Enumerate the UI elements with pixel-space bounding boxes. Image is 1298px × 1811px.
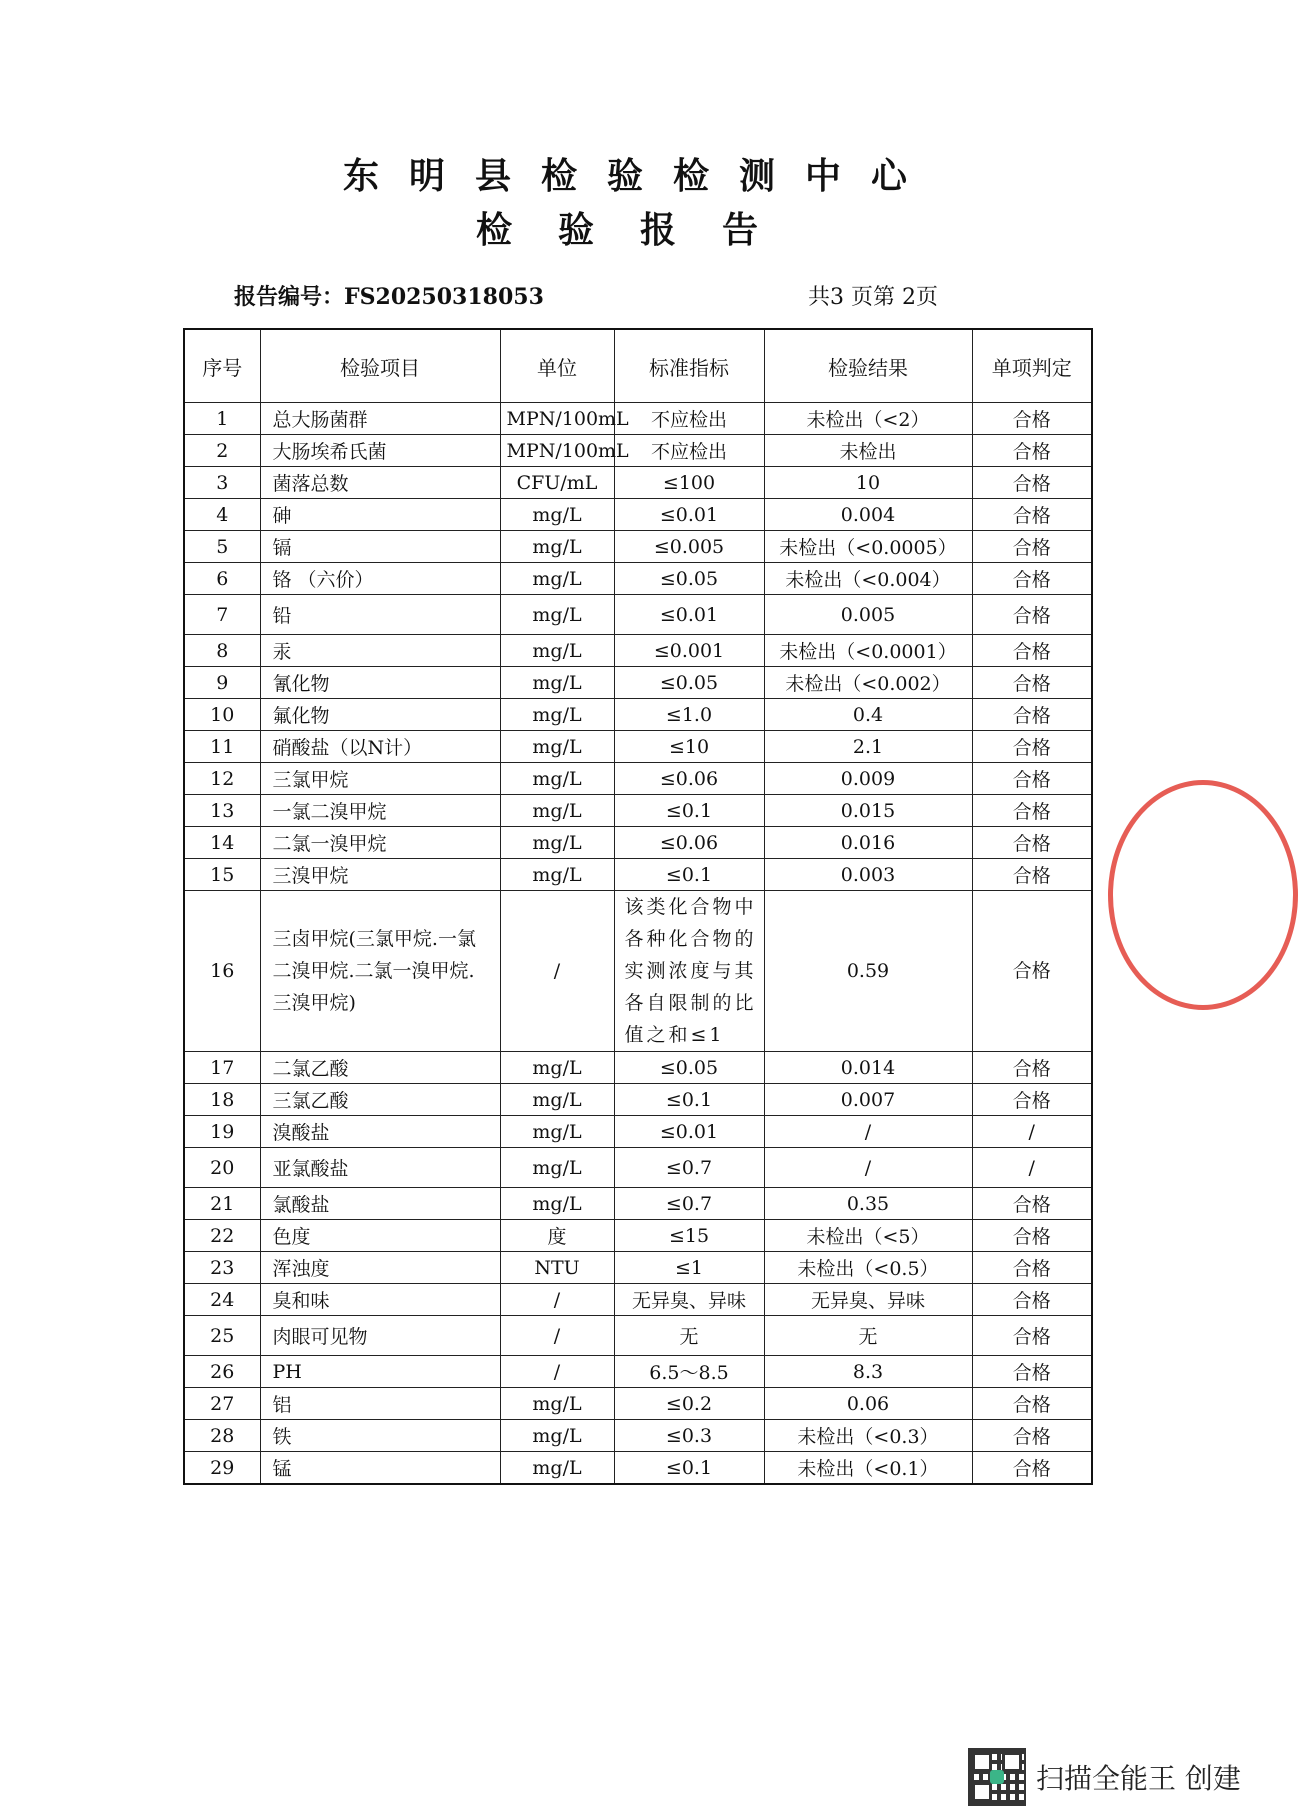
row-standard: ≤0.1	[614, 795, 764, 827]
row-result: 0.35	[764, 1188, 972, 1220]
row-result: 2.1	[764, 731, 972, 763]
row-result: 未检出	[764, 435, 972, 467]
row-standard: 无	[614, 1316, 764, 1356]
row-judgement: 合格	[972, 827, 1092, 859]
row-standard: ≤0.05	[614, 667, 764, 699]
row-index: 1	[184, 403, 260, 435]
row-index: 17	[184, 1052, 260, 1084]
row-unit: mg/L	[500, 1388, 614, 1420]
table-row	[184, 1388, 1092, 1420]
row-result: 未检出（<2）	[764, 403, 972, 435]
row-judgement: 合格	[972, 1316, 1092, 1356]
row-unit: /	[500, 1356, 614, 1388]
row-judgement: 合格	[972, 1052, 1092, 1084]
row-index: 4	[184, 499, 260, 531]
row-unit: mg/L	[500, 1052, 614, 1084]
row-judgement: 合格	[972, 891, 1092, 1052]
row-index: 28	[184, 1420, 260, 1452]
row-index: 21	[184, 1188, 260, 1220]
row-item: 总大肠菌群	[260, 403, 500, 435]
row-item: 锰	[260, 1452, 500, 1485]
row-judgement: /	[972, 1116, 1092, 1148]
row-standard: ≤0.01	[614, 499, 764, 531]
row-judgement: 合格	[972, 435, 1092, 467]
row-standard: 不应检出	[614, 403, 764, 435]
row-item: 铬 （六价）	[260, 563, 500, 595]
row-result: 0.007	[764, 1084, 972, 1116]
row-unit: mg/L	[500, 499, 614, 531]
row-unit: mg/L	[500, 699, 614, 731]
row-item: 浑浊度	[260, 1252, 500, 1284]
row-index: 27	[184, 1388, 260, 1420]
row-judgement: 合格	[972, 1356, 1092, 1388]
row-item: 臭和味	[260, 1284, 500, 1316]
table-row	[184, 1284, 1092, 1316]
row-judgement: 合格	[972, 667, 1092, 699]
row-result: /	[764, 1148, 972, 1188]
row-index: 19	[184, 1116, 260, 1148]
row-judgement: 合格	[972, 595, 1092, 635]
row-result: 未检出（<0.1）	[764, 1452, 972, 1485]
row-judgement: 合格	[972, 403, 1092, 435]
row-index: 16	[184, 891, 260, 1052]
row-item: 镉	[260, 531, 500, 563]
row-standard: ≤0.05	[614, 1052, 764, 1084]
row-standard: ≤0.3	[614, 1420, 764, 1452]
row-result: 无	[764, 1316, 972, 1356]
row-standard: ≤0.1	[614, 1084, 764, 1116]
table-row	[184, 635, 1092, 667]
row-standard: ≤0.1	[614, 859, 764, 891]
row-index: 11	[184, 731, 260, 763]
qr-code-icon	[968, 1748, 1026, 1806]
row-item: 铁	[260, 1420, 500, 1452]
row-standard: ≤0.06	[614, 763, 764, 795]
row-unit: MPN/100mL	[500, 435, 614, 467]
row-unit: mg/L	[500, 531, 614, 563]
row-unit: mg/L	[500, 1452, 614, 1485]
table-row	[184, 667, 1092, 699]
row-item: 氯酸盐	[260, 1188, 500, 1220]
table-row	[184, 859, 1092, 891]
row-unit: mg/L	[500, 595, 614, 635]
table-row	[184, 1316, 1092, 1356]
row-result: 10	[764, 467, 972, 499]
row-standard: ≤10	[614, 731, 764, 763]
row-item: 一氯二溴甲烷	[260, 795, 500, 827]
row-judgement: 合格	[972, 859, 1092, 891]
row-index: 22	[184, 1220, 260, 1252]
row-unit: mg/L	[500, 859, 614, 891]
row-standard: 无异臭、异味	[614, 1284, 764, 1316]
row-judgement: 合格	[972, 1420, 1092, 1452]
row-standard: ≤0.001	[614, 635, 764, 667]
table-row	[184, 699, 1092, 731]
table-row	[184, 1188, 1092, 1220]
row-unit: NTU	[500, 1252, 614, 1284]
inspection-table	[183, 328, 1093, 1485]
row-item: 溴酸盐	[260, 1116, 500, 1148]
row-item: 铅	[260, 595, 500, 635]
row-index: 24	[184, 1284, 260, 1316]
row-item: 二氯一溴甲烷	[260, 827, 500, 859]
row-unit: mg/L	[500, 1188, 614, 1220]
row-item: 三氯乙酸	[260, 1084, 500, 1116]
row-index: 15	[184, 859, 260, 891]
row-index: 14	[184, 827, 260, 859]
row-result: 未检出（<0.3）	[764, 1420, 972, 1452]
row-judgement: 合格	[972, 1084, 1092, 1116]
row-index: 2	[184, 435, 260, 467]
row-index: 12	[184, 763, 260, 795]
table-row	[184, 1220, 1092, 1252]
table-row	[184, 531, 1092, 563]
table-row	[184, 1084, 1092, 1116]
table-row	[184, 499, 1092, 531]
row-item: 硝酸盐（以N计）	[260, 731, 500, 763]
row-item: 二氯乙酸	[260, 1052, 500, 1084]
row-index: 6	[184, 563, 260, 595]
row-index: 18	[184, 1084, 260, 1116]
row-standard: 6.5～8.5	[614, 1356, 764, 1388]
row-index: 20	[184, 1148, 260, 1188]
row-index: 10	[184, 699, 260, 731]
row-unit: mg/L	[500, 795, 614, 827]
row-standard: ≤0.01	[614, 1116, 764, 1148]
row-index: 8	[184, 635, 260, 667]
row-judgement: 合格	[972, 1284, 1092, 1316]
row-unit: mg/L	[500, 1084, 614, 1116]
table-row	[184, 827, 1092, 859]
row-judgement: 合格	[972, 1220, 1092, 1252]
table-row	[184, 1252, 1092, 1284]
org-title: 东明县检验检测中心	[342, 155, 937, 197]
row-unit: mg/L	[500, 827, 614, 859]
row-item: 菌落总数	[260, 467, 500, 499]
row-index: 29	[184, 1452, 260, 1485]
watermark-text: 扫描全能王 创建	[1036, 1762, 1241, 1795]
row-standard: ≤0.7	[614, 1188, 764, 1220]
row-result: 未检出（<0.0005）	[764, 531, 972, 563]
row-index: 7	[184, 595, 260, 635]
row-result: 8.3	[764, 1356, 972, 1388]
col-header-unit: 单位	[500, 329, 614, 403]
row-unit: /	[500, 1316, 614, 1356]
col-header-result: 检验结果	[764, 329, 972, 403]
row-judgement: /	[972, 1148, 1092, 1188]
row-result: 0.59	[764, 891, 972, 1052]
row-item: 砷	[260, 499, 500, 531]
col-header-judgement: 单项判定	[972, 329, 1092, 403]
row-unit: mg/L	[500, 667, 614, 699]
row-item: PH	[260, 1356, 500, 1388]
row-result: 未检出（<0.0001）	[764, 635, 972, 667]
row-index: 5	[184, 531, 260, 563]
row-item: 肉眼可见物	[260, 1316, 500, 1356]
row-index: 13	[184, 795, 260, 827]
row-unit: 度	[500, 1220, 614, 1252]
row-index: 25	[184, 1316, 260, 1356]
row-item: 氟化物	[260, 699, 500, 731]
row-item: 大肠埃希氏菌	[260, 435, 500, 467]
table-body	[184, 403, 1092, 1485]
row-judgement: 合格	[972, 795, 1092, 827]
row-judgement: 合格	[972, 1388, 1092, 1420]
page-info: 共3 页第 2页	[808, 285, 938, 310]
table-header-row	[184, 329, 1092, 403]
table-row	[184, 595, 1092, 635]
row-result: 0.009	[764, 763, 972, 795]
row-result: 0.004	[764, 499, 972, 531]
row-unit: /	[500, 891, 614, 1052]
row-index: 9	[184, 667, 260, 699]
table-row	[184, 795, 1092, 827]
row-judgement: 合格	[972, 731, 1092, 763]
row-standard: ≤0.7	[614, 1148, 764, 1188]
table-row	[184, 1148, 1092, 1188]
row-result: 0.4	[764, 699, 972, 731]
row-item: 三卤甲烷(三氯甲烷.一氯二溴甲烷.二氯一溴甲烷.三溴甲烷)	[260, 891, 500, 1052]
row-item: 色度	[260, 1220, 500, 1252]
row-item: 铝	[260, 1388, 500, 1420]
row-judgement: 合格	[972, 1188, 1092, 1220]
row-judgement: 合格	[972, 635, 1092, 667]
table-row	[184, 467, 1092, 499]
row-standard: ≤1	[614, 1252, 764, 1284]
footer-watermark	[968, 1748, 1241, 1806]
table-row	[184, 731, 1092, 763]
col-header-item: 检验项目	[260, 329, 500, 403]
row-unit: mg/L	[500, 1148, 614, 1188]
row-unit: MPN/100mL	[500, 403, 614, 435]
row-result: 未检出（<0.5）	[764, 1252, 972, 1284]
row-result: 0.003	[764, 859, 972, 891]
row-judgement: 合格	[972, 499, 1092, 531]
table-row	[184, 435, 1092, 467]
row-judgement: 合格	[972, 1252, 1092, 1284]
row-unit: mg/L	[500, 763, 614, 795]
col-header-standard: 标准指标	[614, 329, 764, 403]
row-standard: ≤1.0	[614, 699, 764, 731]
table-row	[184, 763, 1092, 795]
table-row	[184, 1052, 1092, 1084]
row-unit: mg/L	[500, 731, 614, 763]
row-judgement: 合格	[972, 563, 1092, 595]
table-row	[184, 1356, 1092, 1388]
row-judgement: 合格	[972, 467, 1092, 499]
row-item: 亚氯酸盐	[260, 1148, 500, 1188]
row-unit: mg/L	[500, 1420, 614, 1452]
row-index: 3	[184, 467, 260, 499]
table-row	[184, 1116, 1092, 1148]
table-row	[184, 1452, 1092, 1485]
row-result: 未检出（<0.002）	[764, 667, 972, 699]
row-result: 未检出（<5）	[764, 1220, 972, 1252]
row-result: /	[764, 1116, 972, 1148]
row-result: 0.005	[764, 595, 972, 635]
row-result: 0.06	[764, 1388, 972, 1420]
row-unit: /	[500, 1284, 614, 1316]
row-index: 26	[184, 1356, 260, 1388]
row-unit: mg/L	[500, 563, 614, 595]
col-header-index: 序号	[184, 329, 260, 403]
row-item: 三溴甲烷	[260, 859, 500, 891]
row-standard: ≤15	[614, 1220, 764, 1252]
row-result: 未检出（<0.004）	[764, 563, 972, 595]
row-standard: 不应检出	[614, 435, 764, 467]
row-standard: 该类化合物中各种化合物的实测浓度与其各自限制的比值之和≤1	[614, 891, 764, 1052]
table-row	[184, 403, 1092, 435]
row-item: 三氯甲烷	[260, 763, 500, 795]
table-row	[184, 891, 1092, 1052]
row-judgement: 合格	[972, 531, 1092, 563]
row-result: 无异臭、异味	[764, 1284, 972, 1316]
row-standard: ≤0.2	[614, 1388, 764, 1420]
row-unit: CFU/mL	[500, 467, 614, 499]
table-row	[184, 563, 1092, 595]
row-judgement: 合格	[972, 763, 1092, 795]
report-number: 报告编号：FS20250318053	[234, 284, 544, 310]
row-result: 0.016	[764, 827, 972, 859]
row-standard: ≤0.05	[614, 563, 764, 595]
row-unit: mg/L	[500, 1116, 614, 1148]
row-unit: mg/L	[500, 635, 614, 667]
row-standard: ≤0.01	[614, 595, 764, 635]
row-item: 氰化物	[260, 667, 500, 699]
row-standard: ≤0.1	[614, 1452, 764, 1485]
row-result: 0.014	[764, 1052, 972, 1084]
report-title: 检验报告	[475, 209, 804, 251]
row-standard: ≤0.005	[614, 531, 764, 563]
row-judgement: 合格	[972, 1452, 1092, 1485]
row-standard: ≤100	[614, 467, 764, 499]
row-result: 0.015	[764, 795, 972, 827]
table-row	[184, 1420, 1092, 1452]
row-index: 23	[184, 1252, 260, 1284]
row-standard: ≤0.06	[614, 827, 764, 859]
row-judgement: 合格	[972, 699, 1092, 731]
row-item: 汞	[260, 635, 500, 667]
red-seal-stamp	[1108, 780, 1298, 1010]
